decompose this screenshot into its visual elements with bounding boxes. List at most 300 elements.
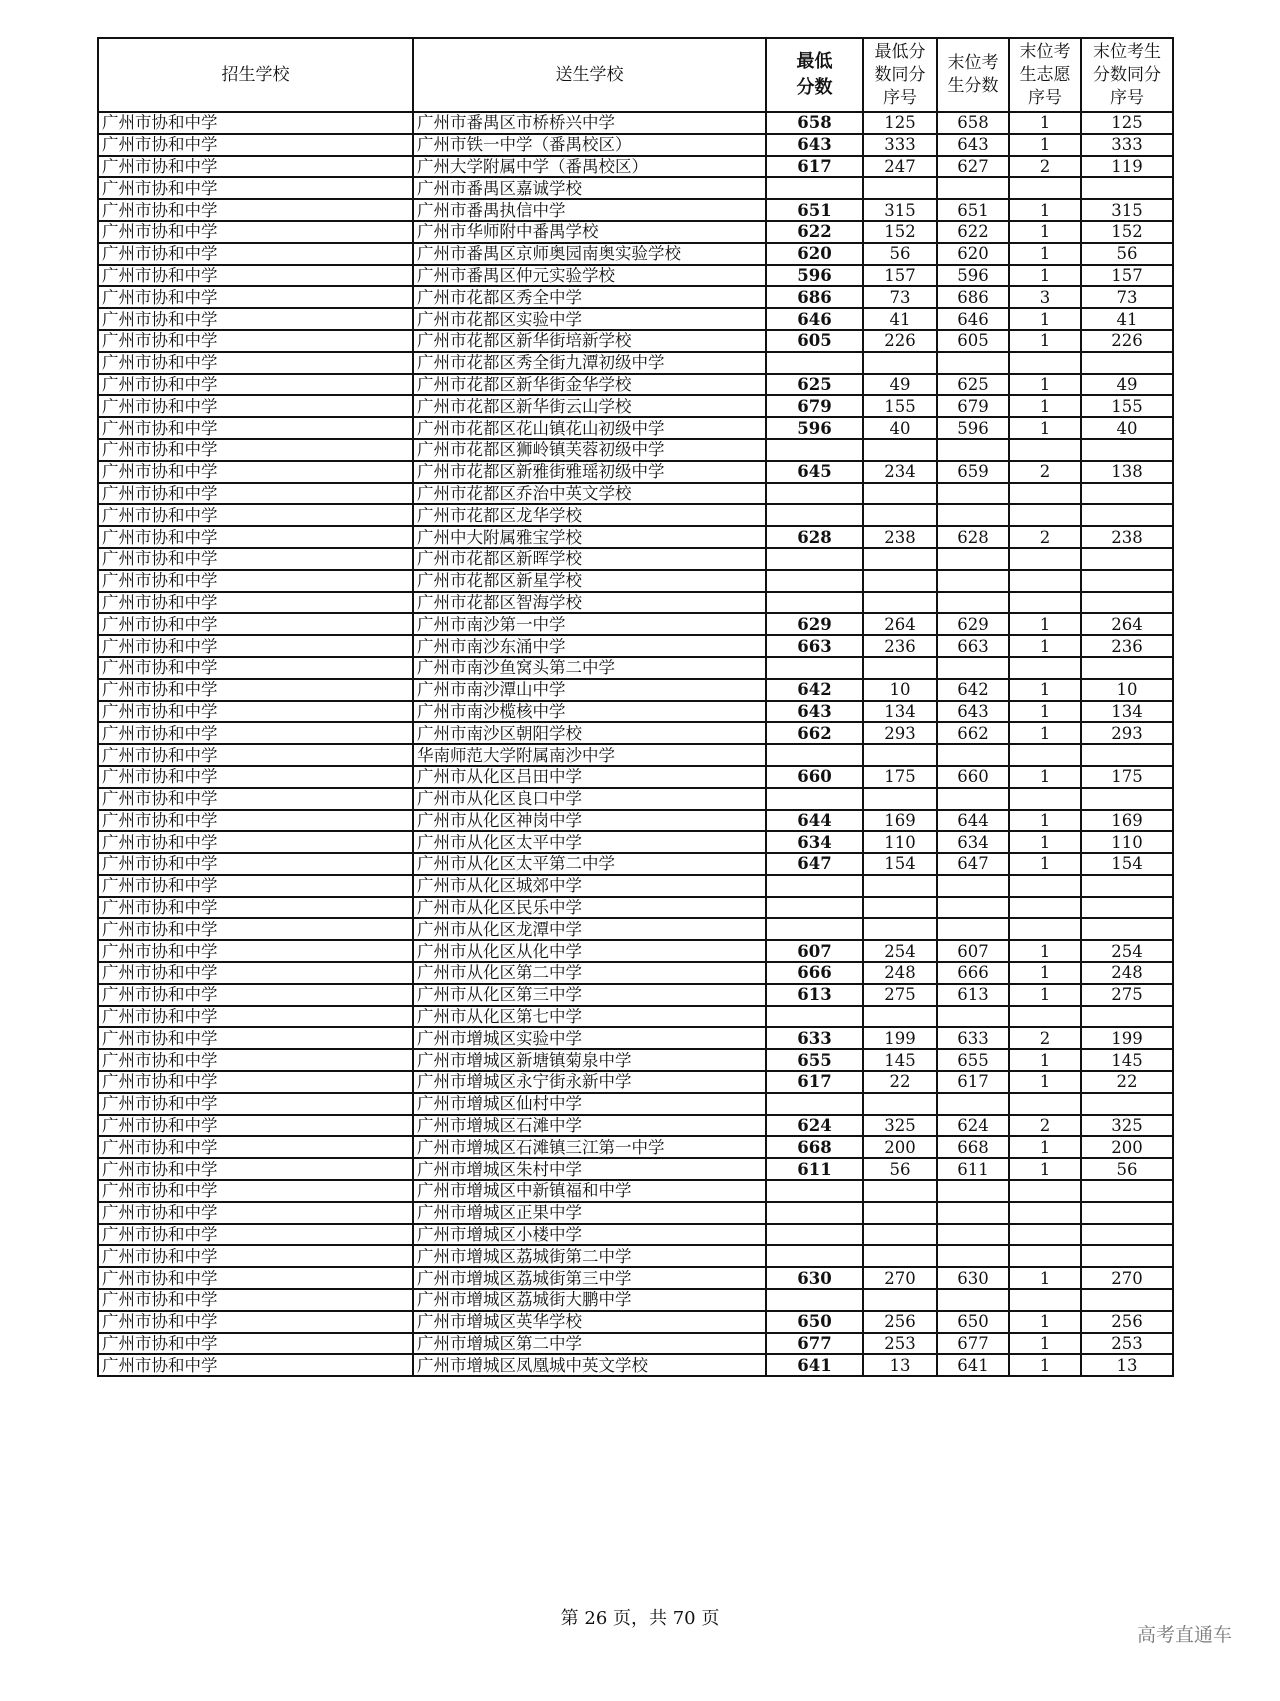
last-score-rank-cell: 264 (1081, 613, 1173, 635)
last-score-cell (937, 1245, 1009, 1267)
enrolling-school-cell: 广州市协和中学 (98, 526, 413, 548)
enrolling-school-cell: 广州市协和中学 (98, 570, 413, 592)
last-score-rank-cell: 152 (1081, 221, 1173, 243)
last-choice-cell: 1 (1009, 984, 1081, 1006)
min-score-rank-cell: 41 (863, 308, 937, 330)
last-score-cell: 624 (937, 1115, 1009, 1137)
sending-school-cell: 广州市南沙区朝阳学校 (413, 722, 766, 744)
last-score-cell (937, 875, 1009, 897)
min-score-cell: 658 (766, 112, 863, 134)
header-line: 序号 (883, 87, 917, 108)
enrolling-school-cell: 广州市协和中学 (98, 374, 413, 396)
table-row (98, 962, 1173, 984)
last-score-cell: 647 (937, 853, 1009, 875)
last-score-rank-cell (1081, 1093, 1173, 1115)
table-row (98, 134, 1173, 156)
header-line: 末位考 (947, 53, 999, 73)
last-score-rank-cell (1081, 483, 1173, 505)
table-row (98, 788, 1173, 810)
min-score-cell: 663 (766, 635, 863, 657)
last-choice-cell: 1 (1009, 635, 1081, 657)
sending-school-cell: 广州市增城区荔城街第三中学 (413, 1267, 766, 1289)
last-choice-cell: 1 (1009, 679, 1081, 701)
last-choice-cell (1009, 352, 1081, 374)
table-row (98, 1202, 1173, 1224)
sending-school-cell: 广州市从化区第三中学 (413, 984, 766, 1006)
last-score-cell: 668 (937, 1136, 1009, 1158)
sending-school-cell: 广州市花都区新华街云山学校 (413, 395, 766, 417)
last-score-cell (937, 548, 1009, 570)
last-choice-cell (1009, 1006, 1081, 1028)
min-score-rank-cell (863, 439, 937, 461)
table-row (98, 940, 1173, 962)
min-score-cell: 630 (766, 1267, 863, 1289)
last-choice-cell: 1 (1009, 395, 1081, 417)
last-score-rank-cell: 275 (1081, 984, 1173, 1006)
last-score-cell: 679 (937, 395, 1009, 417)
table-row (98, 504, 1173, 526)
min-score-rank-cell (863, 918, 937, 940)
last-choice-cell: 1 (1009, 330, 1081, 352)
last-score-cell: 659 (937, 461, 1009, 483)
min-score-cell: 686 (766, 286, 863, 308)
last-score-cell (937, 918, 1009, 940)
header-line: 数同分 (874, 64, 926, 85)
last-choice-cell (1009, 177, 1081, 199)
enrolling-school-cell: 广州市协和中学 (98, 679, 413, 701)
min-score-rank-cell: 256 (863, 1311, 937, 1333)
last-score-rank-cell: 315 (1081, 199, 1173, 221)
table-row (98, 177, 1173, 199)
enrolling-school-cell: 广州市协和中学 (98, 1180, 413, 1202)
last-score-cell (937, 592, 1009, 614)
last-choice-cell: 1 (1009, 265, 1081, 287)
enrolling-school-cell: 广州市协和中学 (98, 330, 413, 352)
last-score-cell: 634 (937, 831, 1009, 853)
last-score-rank-cell (1081, 788, 1173, 810)
sending-school-cell: 广州市增城区荔城街大鹏中学 (413, 1289, 766, 1311)
last-choice-cell (1009, 897, 1081, 919)
last-score-cell: 596 (937, 417, 1009, 439)
min-score-cell (766, 897, 863, 919)
table-row (98, 439, 1173, 461)
table-row (98, 221, 1173, 243)
enrolling-school-cell: 广州市协和中学 (98, 308, 413, 330)
min-score-cell: 617 (766, 156, 863, 178)
last-score-cell: 646 (937, 308, 1009, 330)
table-row (98, 1267, 1173, 1289)
min-score-rank-cell (863, 1180, 937, 1202)
enrolling-school-cell: 广州市协和中学 (98, 701, 413, 723)
table-row (98, 526, 1173, 548)
min-score-rank-cell: 110 (863, 831, 937, 853)
sending-school-cell: 广州市花都区花山镇花山初级中学 (413, 417, 766, 439)
table-row (98, 744, 1173, 766)
min-score-cell: 646 (766, 308, 863, 330)
min-score-rank-cell: 236 (863, 635, 937, 657)
last-choice-cell (1009, 1224, 1081, 1246)
table-row (98, 722, 1173, 744)
header-line: 分数同分 (1093, 64, 1161, 85)
enrolling-school-cell: 广州市协和中学 (98, 1333, 413, 1355)
sending-school-cell: 广州市从化区第二中学 (413, 962, 766, 984)
min-score-cell: 668 (766, 1136, 863, 1158)
min-score-cell (766, 875, 863, 897)
last-choice-cell: 1 (1009, 243, 1081, 265)
last-score-cell (937, 177, 1009, 199)
last-score-rank-cell: 73 (1081, 286, 1173, 308)
min-score-rank-cell (863, 592, 937, 614)
last-score-rank-cell (1081, 352, 1173, 374)
table-row (98, 1311, 1173, 1333)
last-choice-cell: 1 (1009, 766, 1081, 788)
last-score-rank-cell: 134 (1081, 701, 1173, 723)
enrolling-school-cell: 广州市协和中学 (98, 897, 413, 919)
last-choice-cell: 1 (1009, 1311, 1081, 1333)
last-score-rank-cell: 125 (1081, 112, 1173, 134)
last-choice-cell: 1 (1009, 962, 1081, 984)
header-min-score-rank (863, 38, 937, 112)
last-score-rank-cell: 199 (1081, 1027, 1173, 1049)
min-score-rank-cell: 157 (863, 265, 937, 287)
min-score-rank-cell: 152 (863, 221, 937, 243)
last-score-cell: 641 (937, 1354, 1009, 1376)
min-score-cell (766, 1224, 863, 1246)
last-score-rank-cell: 200 (1081, 1136, 1173, 1158)
last-score-cell (937, 897, 1009, 919)
min-score-cell: 643 (766, 134, 863, 156)
last-score-cell (937, 352, 1009, 374)
sending-school-cell: 广州市花都区龙华学校 (413, 504, 766, 526)
table-row (98, 570, 1173, 592)
enrolling-school-cell: 广州市协和中学 (98, 1071, 413, 1093)
header-last-score (937, 38, 1009, 112)
min-score-cell (766, 1289, 863, 1311)
min-score-cell (766, 592, 863, 614)
sending-school-cell: 广州市南沙东涌中学 (413, 635, 766, 657)
min-score-rank-cell (863, 897, 937, 919)
enrolling-school-cell: 广州市协和中学 (98, 286, 413, 308)
table-row (98, 395, 1173, 417)
min-score-rank-cell: 270 (863, 1267, 937, 1289)
min-score-rank-cell: 125 (863, 112, 937, 134)
min-score-cell: 645 (766, 461, 863, 483)
min-score-cell: 617 (766, 1071, 863, 1093)
last-score-cell: 633 (937, 1027, 1009, 1049)
table-row (98, 1049, 1173, 1071)
min-score-cell: 620 (766, 243, 863, 265)
last-choice-cell: 1 (1009, 112, 1081, 134)
min-score-cell: 629 (766, 613, 863, 635)
min-score-rank-cell: 253 (863, 1333, 937, 1355)
enrolling-school-cell: 广州市协和中学 (98, 635, 413, 657)
min-score-cell: 622 (766, 221, 863, 243)
admission-table (97, 37, 1174, 1377)
last-choice-cell (1009, 1289, 1081, 1311)
last-score-rank-cell: 325 (1081, 1115, 1173, 1137)
last-score-rank-cell (1081, 592, 1173, 614)
sending-school-cell: 广州市增城区中新镇福和中学 (413, 1180, 766, 1202)
last-score-cell: 660 (937, 766, 1009, 788)
min-score-rank-cell: 275 (863, 984, 937, 1006)
last-choice-cell (1009, 439, 1081, 461)
enrolling-school-cell: 广州市协和中学 (98, 1093, 413, 1115)
last-choice-cell: 1 (1009, 417, 1081, 439)
sending-school-cell: 广州市从化区良口中学 (413, 788, 766, 810)
sending-school-cell: 广州市南沙潭山中学 (413, 679, 766, 701)
last-score-cell (937, 504, 1009, 526)
last-choice-cell (1009, 744, 1081, 766)
enrolling-school-cell: 广州市协和中学 (98, 831, 413, 853)
min-score-rank-cell (863, 875, 937, 897)
enrolling-school-cell: 广州市协和中学 (98, 1158, 413, 1180)
min-score-cell (766, 483, 863, 505)
min-score-rank-cell: 154 (863, 853, 937, 875)
min-score-rank-cell: 234 (863, 461, 937, 483)
last-score-rank-cell: 333 (1081, 134, 1173, 156)
last-score-cell: 629 (937, 613, 1009, 635)
min-score-rank-cell: 293 (863, 722, 937, 744)
table-row (98, 1333, 1173, 1355)
table-row (98, 1006, 1173, 1028)
sending-school-cell: 广州市增城区石滩镇三江第一中学 (413, 1136, 766, 1158)
sending-school-cell: 广州市花都区智海学校 (413, 592, 766, 614)
min-score-rank-cell: 22 (863, 1071, 937, 1093)
min-score-cell: 677 (766, 1333, 863, 1355)
table-row (98, 1245, 1173, 1267)
enrolling-school-cell: 广州市协和中学 (98, 1354, 413, 1376)
enrolling-school-cell: 广州市协和中学 (98, 1136, 413, 1158)
sending-school-cell: 广州市增城区正果中学 (413, 1202, 766, 1224)
table-row (98, 1136, 1173, 1158)
last-choice-cell: 1 (1009, 221, 1081, 243)
enrolling-school-cell: 广州市协和中学 (98, 592, 413, 614)
last-choice-cell (1009, 788, 1081, 810)
sending-school-cell: 广州市从化区民乐中学 (413, 897, 766, 919)
min-score-cell: 655 (766, 1049, 863, 1071)
sending-school-cell: 广州市增城区英华学校 (413, 1311, 766, 1333)
min-score-cell: 613 (766, 984, 863, 1006)
last-score-cell: 658 (937, 112, 1009, 134)
last-score-rank-cell: 293 (1081, 722, 1173, 744)
enrolling-school-cell: 广州市协和中学 (98, 1115, 413, 1137)
min-score-rank-cell (863, 548, 937, 570)
last-score-cell: 643 (937, 701, 1009, 723)
enrolling-school-cell: 广州市协和中学 (98, 1049, 413, 1071)
table-row (98, 918, 1173, 940)
sending-school-cell: 广州市花都区实验中学 (413, 308, 766, 330)
last-score-rank-cell: 56 (1081, 1158, 1173, 1180)
enrolling-school-cell: 广州市协和中学 (98, 1027, 413, 1049)
last-choice-cell: 2 (1009, 1027, 1081, 1049)
table-row (98, 592, 1173, 614)
last-score-rank-cell (1081, 570, 1173, 592)
last-choice-cell (1009, 657, 1081, 679)
last-score-rank-cell (1081, 918, 1173, 940)
last-score-rank-cell (1081, 897, 1173, 919)
enrolling-school-cell: 广州市协和中学 (98, 810, 413, 832)
table-row (98, 1093, 1173, 1115)
header-min-score (766, 38, 863, 112)
table-row (98, 766, 1173, 788)
sending-school-cell: 广州市南沙第一中学 (413, 613, 766, 635)
last-score-rank-cell: 13 (1081, 1354, 1173, 1376)
last-score-rank-cell (1081, 177, 1173, 199)
header-line: 序号 (1110, 87, 1144, 108)
table-row (98, 374, 1173, 396)
min-score-cell: 605 (766, 330, 863, 352)
last-score-rank-cell: 10 (1081, 679, 1173, 701)
sending-school-cell: 广州市花都区新华街培新学校 (413, 330, 766, 352)
sending-school-cell: 广州市增城区凤凰城中英文学校 (413, 1354, 766, 1376)
min-score-rank-cell (863, 1093, 937, 1115)
last-score-rank-cell (1081, 875, 1173, 897)
min-score-cell (766, 918, 863, 940)
min-score-cell (766, 1180, 863, 1202)
last-score-cell: 607 (937, 940, 1009, 962)
min-score-rank-cell: 56 (863, 1158, 937, 1180)
table-row (98, 1115, 1173, 1137)
enrolling-school-cell: 广州市协和中学 (98, 461, 413, 483)
last-choice-cell: 1 (1009, 701, 1081, 723)
last-choice-cell (1009, 592, 1081, 614)
table-row (98, 265, 1173, 287)
min-score-cell: 596 (766, 265, 863, 287)
page-number: 第 26 页，共 70 页 (560, 1608, 720, 1629)
last-score-cell (937, 1224, 1009, 1246)
last-score-rank-cell: 155 (1081, 395, 1173, 417)
table-row (98, 875, 1173, 897)
last-score-rank-cell (1081, 1202, 1173, 1224)
last-score-rank-cell: 22 (1081, 1071, 1173, 1093)
min-score-cell (766, 177, 863, 199)
last-score-cell (937, 744, 1009, 766)
last-score-rank-cell: 110 (1081, 831, 1173, 853)
table-row (98, 831, 1173, 853)
enrolling-school-cell: 广州市协和中学 (98, 352, 413, 374)
min-score-rank-cell (863, 657, 937, 679)
enrolling-school-cell: 广州市协和中学 (98, 177, 413, 199)
min-score-cell: 625 (766, 374, 863, 396)
table-row (98, 1180, 1173, 1202)
last-choice-cell: 1 (1009, 810, 1081, 832)
last-score-cell: 630 (937, 1267, 1009, 1289)
min-score-rank-cell: 134 (863, 701, 937, 723)
enrolling-school-cell: 广州市协和中学 (98, 1224, 413, 1246)
table-row (98, 330, 1173, 352)
last-score-rank-cell: 236 (1081, 635, 1173, 657)
min-score-cell: 660 (766, 766, 863, 788)
last-score-rank-cell (1081, 1245, 1173, 1267)
sending-school-cell: 广州市花都区新晖学校 (413, 548, 766, 570)
last-score-rank-cell: 138 (1081, 461, 1173, 483)
last-score-cell (937, 439, 1009, 461)
min-score-cell (766, 548, 863, 570)
header-last-score-rank (1081, 38, 1173, 112)
min-score-rank-cell (863, 570, 937, 592)
min-score-cell: 634 (766, 831, 863, 853)
last-score-cell: 655 (937, 1049, 1009, 1071)
sending-school-cell: 广州市从化区从化中学 (413, 940, 766, 962)
enrolling-school-cell: 广州市协和中学 (98, 156, 413, 178)
last-choice-cell: 1 (1009, 134, 1081, 156)
last-score-cell: 686 (937, 286, 1009, 308)
last-choice-cell (1009, 1202, 1081, 1224)
enrolling-school-cell: 广州市协和中学 (98, 265, 413, 287)
table-row (98, 679, 1173, 701)
last-choice-cell: 1 (1009, 1267, 1081, 1289)
enrolling-school-cell: 广州市协和中学 (98, 962, 413, 984)
min-score-rank-cell: 49 (863, 374, 937, 396)
enrolling-school-cell: 广州市协和中学 (98, 1289, 413, 1311)
sending-school-cell: 广州市番禺区京师奥园南奥实验学校 (413, 243, 766, 265)
min-score-rank-cell: 248 (863, 962, 937, 984)
last-choice-cell (1009, 483, 1081, 505)
table-row (98, 853, 1173, 875)
last-score-rank-cell (1081, 1224, 1173, 1246)
last-score-rank-cell: 49 (1081, 374, 1173, 396)
min-score-rank-cell: 175 (863, 766, 937, 788)
header-line: 生志愿 (1019, 64, 1071, 85)
header-label: 最低分数 (796, 51, 833, 98)
sending-school-cell: 广州中大附属雅宝学校 (413, 526, 766, 548)
header-line: 末位考 (1019, 41, 1071, 62)
enrolling-school-cell: 广州市协和中学 (98, 243, 413, 265)
table-row (98, 635, 1173, 657)
sending-school-cell: 广州市花都区秀全街九潭初级中学 (413, 352, 766, 374)
last-choice-cell: 1 (1009, 1354, 1081, 1376)
last-score-cell (937, 570, 1009, 592)
last-choice-cell: 1 (1009, 1071, 1081, 1093)
header-sending-school (413, 38, 766, 112)
last-score-cell (937, 657, 1009, 679)
last-choice-cell: 3 (1009, 286, 1081, 308)
sending-school-cell: 广州市增城区朱村中学 (413, 1158, 766, 1180)
min-score-rank-cell (863, 1224, 937, 1246)
min-score-cell: 647 (766, 853, 863, 875)
last-score-cell: 643 (937, 134, 1009, 156)
last-score-rank-cell: 253 (1081, 1333, 1173, 1355)
last-choice-cell: 1 (1009, 940, 1081, 962)
sending-school-cell: 广州市花都区狮岭镇芙蓉初级中学 (413, 439, 766, 461)
enrolling-school-cell: 广州市协和中学 (98, 417, 413, 439)
min-score-rank-cell: 333 (863, 134, 937, 156)
header-row (98, 38, 1173, 112)
table-row (98, 548, 1173, 570)
min-score-rank-cell: 264 (863, 613, 937, 635)
last-score-cell: 651 (937, 199, 1009, 221)
table-row (98, 701, 1173, 723)
last-choice-cell: 1 (1009, 1158, 1081, 1180)
last-score-cell: 596 (937, 265, 1009, 287)
last-score-cell: 613 (937, 984, 1009, 1006)
sending-school-cell: 广州市增城区实验中学 (413, 1027, 766, 1049)
min-score-rank-cell (863, 744, 937, 766)
enrolling-school-cell: 广州市协和中学 (98, 199, 413, 221)
header-line: 末位考生 (1093, 41, 1161, 62)
enrolling-school-cell: 广州市协和中学 (98, 766, 413, 788)
last-choice-cell: 2 (1009, 461, 1081, 483)
last-score-cell: 611 (937, 1158, 1009, 1180)
sending-school-cell: 广州市从化区太平第二中学 (413, 853, 766, 875)
last-score-cell (937, 788, 1009, 810)
table-row (98, 1027, 1173, 1049)
header-line: 最低分 (874, 41, 926, 62)
last-score-rank-cell (1081, 1180, 1173, 1202)
last-choice-cell (1009, 1180, 1081, 1202)
table-row (98, 417, 1173, 439)
min-score-rank-cell: 40 (863, 417, 937, 439)
